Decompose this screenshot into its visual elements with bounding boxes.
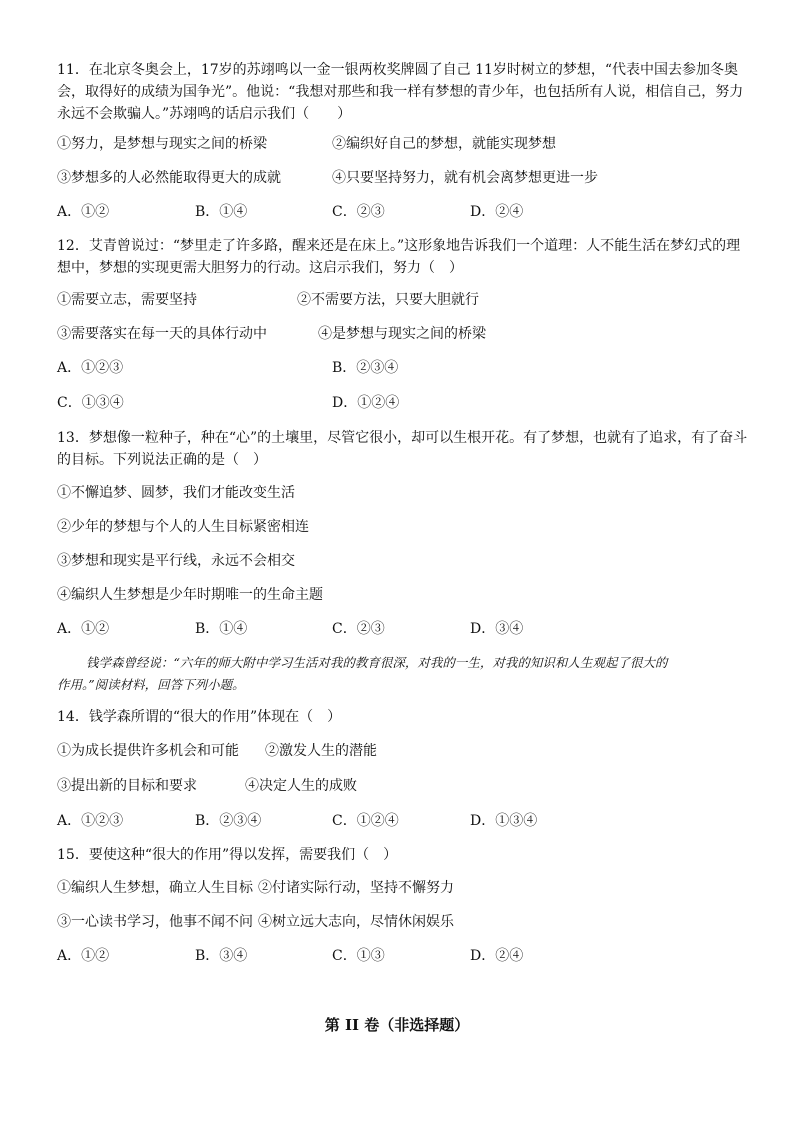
q15-statement-2: ②付诸实际行动，坚持不懈努力 — [258, 880, 454, 896]
q13-option-a[interactable]: A．①② — [57, 621, 110, 637]
q12-stem-line-2: 想中，梦想的实现更需大胆努力的行动。这启示我们，努力（ ） — [57, 260, 463, 276]
q14-statement-1: ①为成长提供许多机会和可能 — [57, 743, 239, 759]
q12-statement-3: ③需要落实在每一天的具体行动中 — [57, 326, 267, 342]
q15-statement-4: ④树立远大志向，尽情休闲娱乐 — [258, 914, 454, 930]
q11-option-b[interactable]: B．①④ — [195, 204, 248, 220]
q12-statement-2: ②不需要方法，只要大胆就行 — [297, 292, 479, 308]
q12-option-a[interactable]: A．①②③ — [57, 360, 124, 376]
q15-option-b[interactable]: B．③④ — [195, 948, 248, 964]
q12-option-d[interactable]: D．①②④ — [332, 395, 400, 411]
q13-option-c[interactable]: C．②③ — [332, 621, 385, 637]
q14-statement-2: ②激发人生的潜能 — [265, 743, 377, 759]
q12-statement-1: ①需要立志，需要坚持 — [57, 292, 197, 308]
q14-option-b[interactable]: B．②③④ — [195, 813, 262, 829]
q14-option-c[interactable]: C．①②④ — [332, 813, 399, 829]
q13-statement-3: ③梦想和现实是平行线，永远不会相交 — [57, 553, 295, 569]
q11-option-a[interactable]: A．①② — [57, 204, 110, 220]
q15-option-d[interactable]: D．②④ — [470, 948, 524, 964]
q15-statement-1: ①编织人生梦想，确立人生目标 — [57, 880, 253, 896]
q11-option-d[interactable]: D．②④ — [470, 204, 524, 220]
q15-stem: 15．要使这种“很大的作用”得以发挥，需要我们（ ） — [57, 847, 398, 863]
q14-statement-3: ③提出新的目标和要求 — [57, 778, 197, 794]
q11-statement-2: ②编织好自己的梦想，就能实现梦想 — [332, 136, 556, 152]
q13-statement-4: ④编织人生梦想是少年时期唯一的生命主题 — [57, 587, 323, 603]
q12-stem-line-1: 12．艾青曾说过：“梦里走了许多路，醒来还是在床上。”这形象地告诉我们一个道理：人不能生活在梦幻式的理 — [57, 238, 741, 254]
q13-statement-2: ②少年的梦想与个人的人生目标紧密相连 — [57, 519, 309, 535]
q11-stem-line-1: 11．在北京冬奥会上，17岁的苏翊鸣以一金一银两枚奖牌圆了自己 11岁时树立的梦想，“代表中国去参加冬奥 — [57, 62, 739, 78]
q15-option-a[interactable]: A．①② — [57, 948, 110, 964]
q11-option-c[interactable]: C．②③ — [332, 204, 385, 220]
q13-stem-line-2: 的目标。下列说法正确的是（ ） — [57, 452, 267, 468]
q14-statement-4: ④决定人生的成败 — [245, 778, 357, 794]
q11-statement-3: ③梦想多的人必然能取得更大的成就 — [57, 170, 281, 186]
q11-statement-1: ①努力，是梦想与现实之间的桥梁 — [57, 136, 267, 152]
q11-stem-line-2: 会，取得好的成绩为国争光”。他说：“我想对那些和我一样有梦想的青少年，也包括所有人说，相信自己，努力 — [57, 84, 744, 100]
q13-option-d[interactable]: D．③④ — [470, 621, 524, 637]
q11-statement-4: ④只要坚持努力，就有机会离梦想更进一步 — [332, 170, 598, 186]
section-title: 第 II 卷（非选择题） — [324, 1016, 470, 1034]
q15-option-c[interactable]: C．①③ — [332, 948, 385, 964]
q13-stem-line-1: 13．梦想像一粒种子，种在“心”的土壤里，尽管它很小，却可以生根开花。有了梦想，也就有了追求，有了奋斗 — [57, 430, 748, 446]
q12-option-c[interactable]: C．①③④ — [57, 395, 124, 411]
q13-statement-1: ①不懈追梦、圆梦，我们才能改变生活 — [57, 485, 295, 501]
q15-statement-3: ③一心读书学习，他事不闻不问 — [57, 914, 253, 930]
material-line-2: 作用。”阅读材料，回答下列小题。 — [57, 677, 245, 692]
q14-option-d[interactable]: D．①③④ — [470, 813, 538, 829]
q12-option-b[interactable]: B．②③④ — [332, 360, 399, 376]
q13-option-b[interactable]: B．①④ — [195, 621, 248, 637]
q11-stem-line-3: 永远不会欺骗人。”苏翊鸣的话启示我们（ ） — [57, 106, 352, 122]
q14-stem: 14．钱学森所谓的“很大的作用”体现在（ ） — [57, 709, 342, 725]
q14-option-a[interactable]: A．①②③ — [57, 813, 124, 829]
q12-statement-4: ④是梦想与现实之间的桥梁 — [318, 326, 486, 342]
material-line-1: 钱学森曾经说：“六年的师大附中学习生活对我的教育很深，对我的一生，对我的知识和人生观起了很大的 — [86, 655, 668, 670]
